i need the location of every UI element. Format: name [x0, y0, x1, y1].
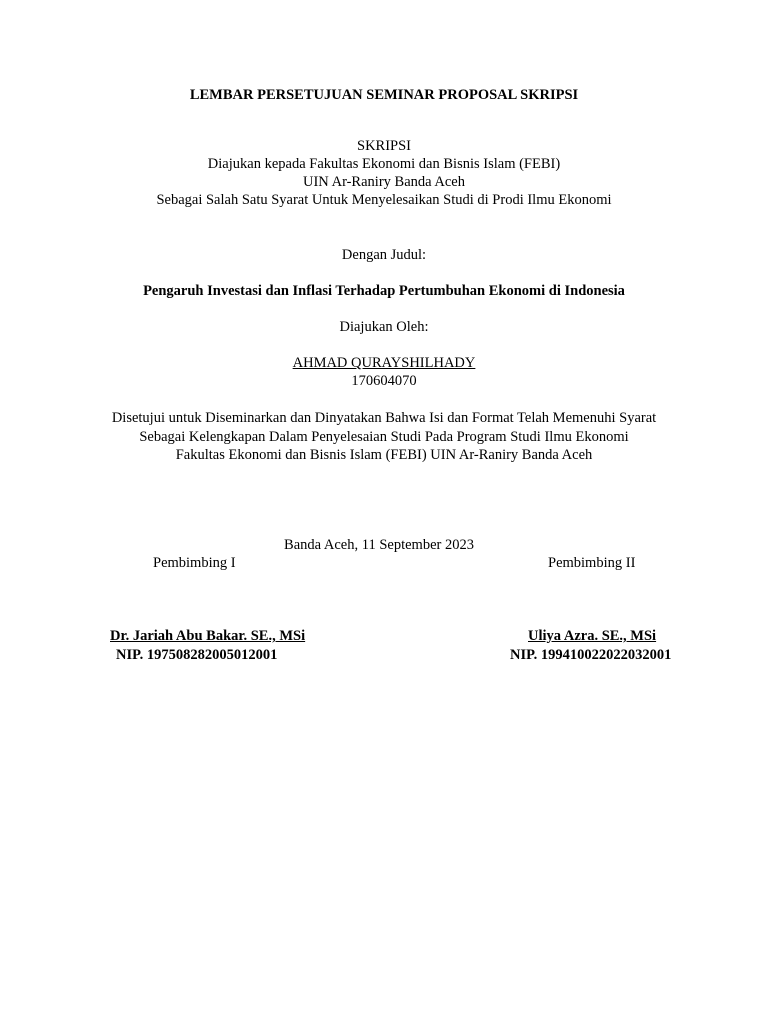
supervisor-2-nip: NIP. 199410022022032001 [510, 647, 672, 663]
diajukan-label: Diajukan Oleh: [339, 319, 429, 335]
supervisor-2-role: Pembimbing II [548, 555, 636, 571]
approval-line-2: Sebagai Kelengkapan Dalam Penyelesaian Studi Pada Program Studi Ilmu Ekonomi [139, 429, 629, 445]
supervisor-1-name: Dr. Jariah Abu Bakar. SE., MSi [110, 628, 306, 644]
approval-line-3: Fakultas Ekonomi dan Bisnis Islam (FEBI) UIN Ar-Raniry Banda Aceh [175, 447, 593, 463]
supervisor-1-role: Pembimbing I [153, 555, 236, 571]
thesis-title: Pengaruh Investasi dan Inflasi Terhadap Pertumbuhan Ekonomi di Indonesia [143, 283, 625, 299]
author-name-row [0, 354, 768, 372]
author-nim: 170604070 [351, 373, 417, 389]
intro-skripsi: SKRIPSI [357, 138, 411, 154]
page-title: LEMBAR PERSETUJUAN SEMINAR PROPOSAL SKRIPSI [189, 87, 579, 103]
supervisor-2-name: Uliya Azra. SE., MSi [528, 628, 657, 644]
place-date: Banda Aceh, 11 September 2023 [284, 537, 474, 553]
author-name: AHMAD QURAYSHILHADY [292, 355, 476, 371]
judul-label: Dengan Judul: [341, 247, 427, 263]
intro-requirement: Sebagai Salah Satu Syarat Untuk Menyelesaikan Studi di Prodi Ilmu Ekonomi [156, 192, 612, 208]
supervisor-1-nip: NIP. 197508282005012001 [116, 647, 278, 663]
approval-line-1: Disetujui untuk Diseminarkan dan Dinyatakan Bahwa Isi dan Format Telah Memenuhi Syarat [111, 410, 657, 426]
intro-university: UIN Ar-Raniry Banda Aceh [303, 174, 465, 190]
intro-faculty: Diajukan kepada Fakultas Ekonomi dan Bisnis Islam (FEBI) [207, 156, 561, 172]
